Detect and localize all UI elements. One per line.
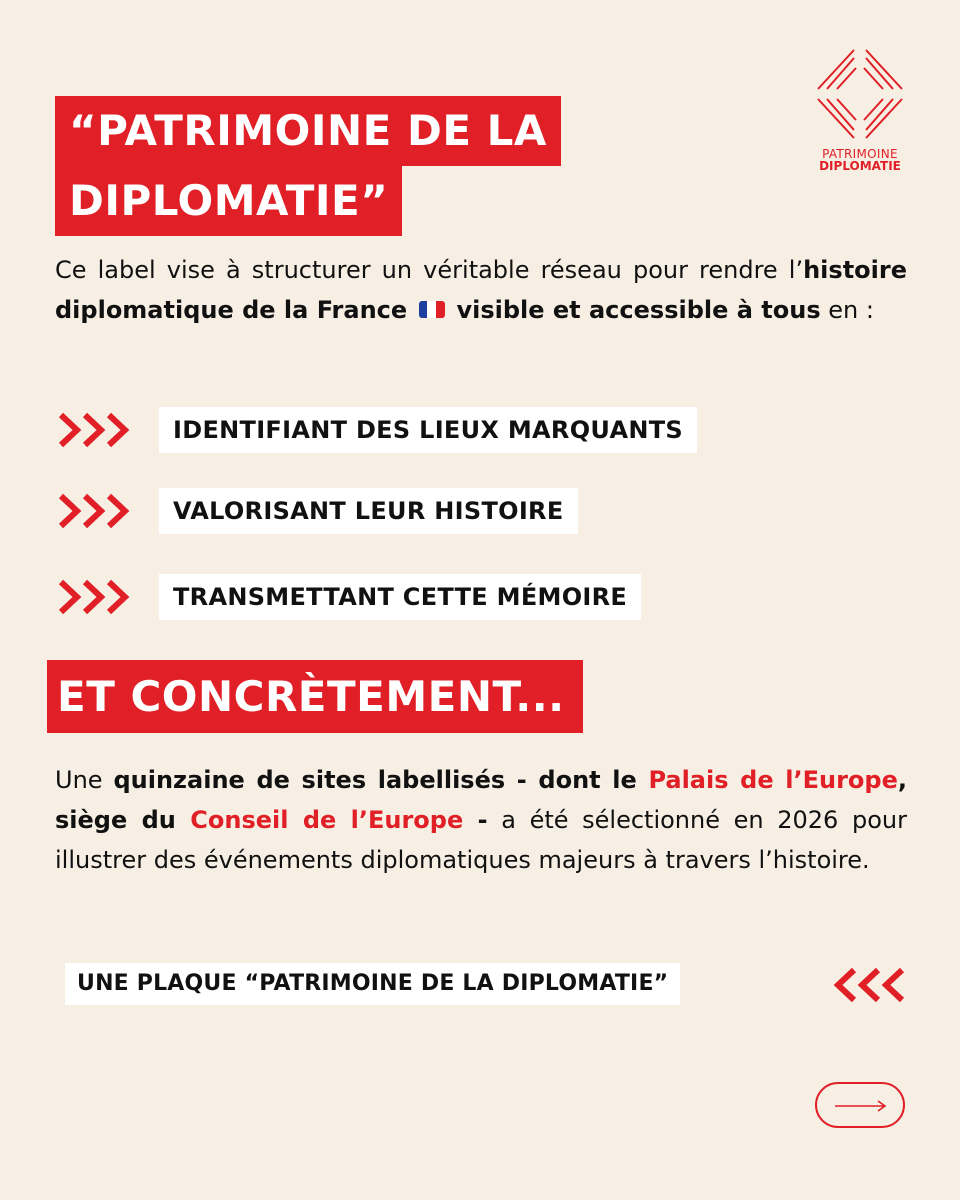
details-paragraph [55, 760, 907, 880]
bullet-item-3 [57, 574, 777, 620]
page-title-line-2: DIPLOMATIE” [55, 166, 402, 236]
section-title: ET CONCRÈTEMENT... [47, 660, 583, 733]
page-title [55, 96, 561, 236]
intro-bold-1: histoire diplomatique de la France [55, 256, 907, 324]
logo-text-bottom: DIPLOMATIE [819, 159, 901, 173]
triple-chevron-right-icon [57, 488, 141, 534]
bullet-item-1 [57, 407, 777, 453]
para-bold-1: quinzaine de sites labellisés - dont le [113, 766, 649, 794]
intro-text-2: en : [820, 296, 874, 324]
intro-paragraph [55, 250, 907, 330]
conseil-link: Conseil de l’Europe [190, 806, 464, 834]
para-text-1: Une [55, 766, 114, 794]
bullet-label-3: TRANSMETTANT CETTE MÉMOIRE [159, 574, 641, 620]
intro-text-1: Ce label vise à structurer un véritable réseau pour rendre l’ [55, 256, 804, 284]
para-bold-2: , siège du [55, 766, 907, 834]
diamond-logo-icon [812, 44, 908, 144]
logo-text-top: PATRIMOINE [822, 147, 898, 161]
france-flag-icon [419, 301, 445, 318]
para-text-2: a été sélectionné en 2026 pour illustrer des événements diplomatiques majeurs à travers l’histoire. [55, 806, 907, 874]
palais-link: Palais de l’Europe [648, 766, 898, 794]
bullet-label-1: IDENTIFIANT DES LIEUX MARQUANTS [159, 407, 697, 453]
bullet-label-2: VALORISANT LEUR HISTOIRE [159, 488, 578, 534]
para-bold-3: - [463, 806, 488, 834]
page-title-line-1: “PATRIMOINE DE LA [55, 96, 561, 166]
plaque-label: UNE PLAQUE “PATRIMOINE DE LA DIPLOMATIE” [65, 963, 680, 1005]
triple-chevron-right-icon [57, 574, 141, 620]
arrow-right-icon [833, 1097, 889, 1115]
triple-chevron-right-icon [57, 407, 141, 453]
next-button[interactable] [815, 1082, 905, 1128]
bullet-item-2 [57, 488, 777, 534]
intro-bold-2: visible et accessible à tous [456, 296, 821, 324]
triple-chevron-left-icon [820, 962, 906, 1008]
logo [808, 44, 912, 176]
